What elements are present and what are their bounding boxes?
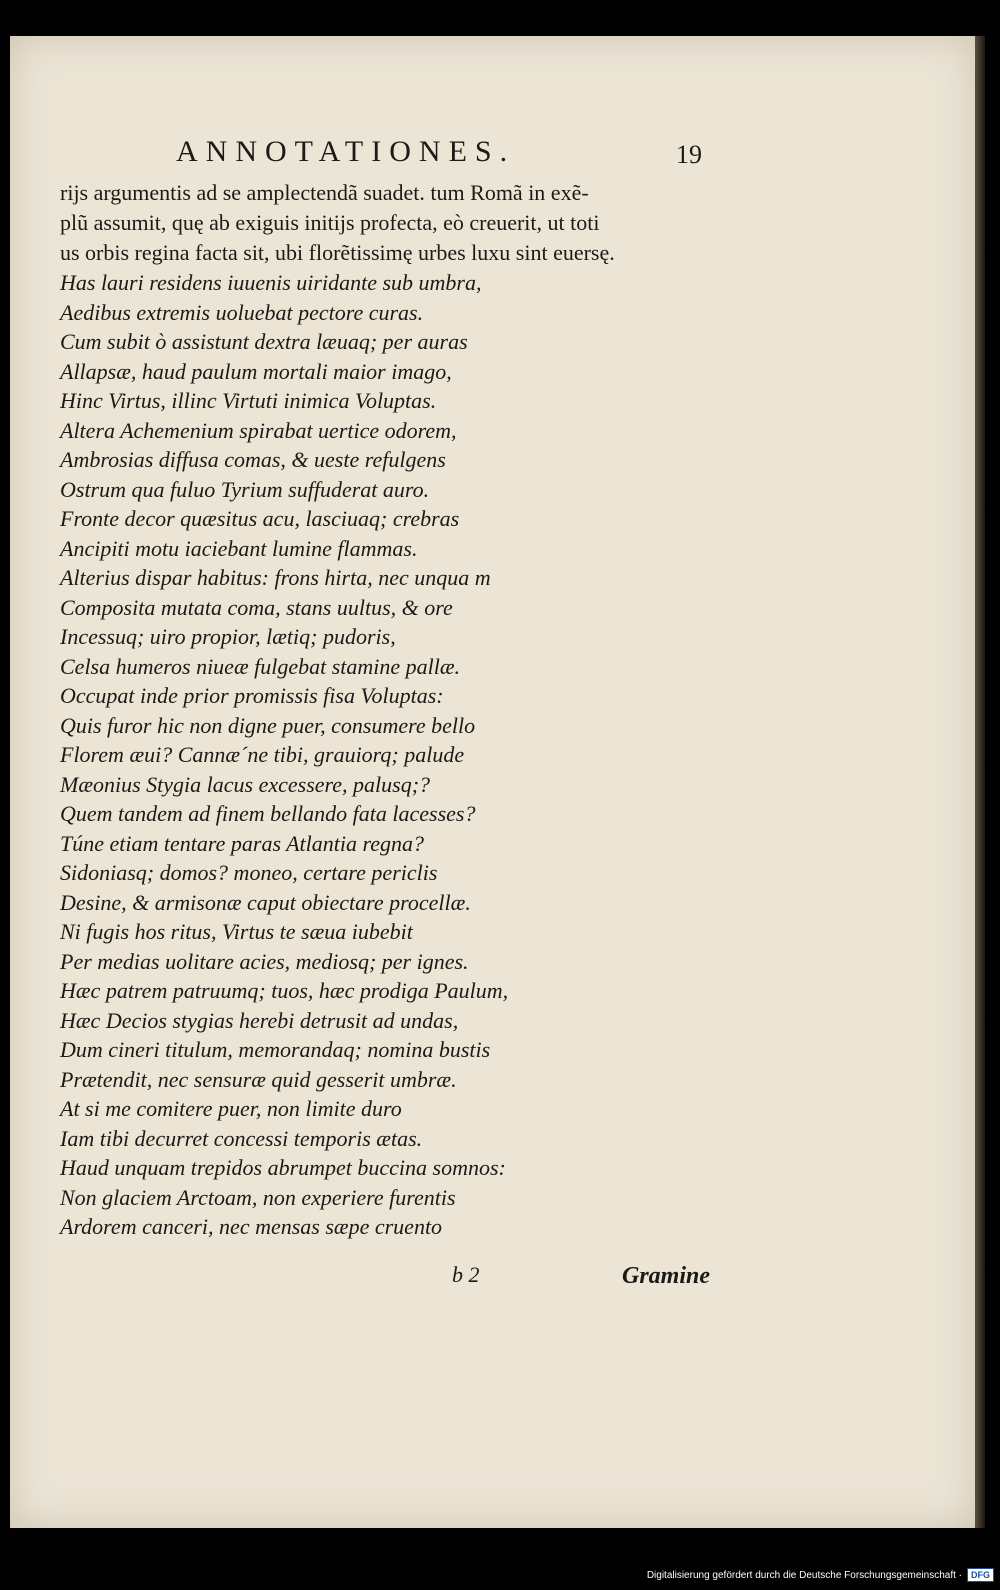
verse-line: Cum subit ò assistunt dextra læuaq; per auras [60,329,468,354]
prose-block [60,178,720,268]
prose-line: plũ assumit, quę ab exiguis initijs profecta, eò creuerit, ut toti [60,210,600,235]
prose-line: us orbis regina facta sit, ubi florẽtissimę urbes luxu sint euersę. [60,240,615,265]
verse-line: Hæc Decios stygias herebi detrusit ad undas, [60,1007,459,1033]
verse-line: Florem æui? Cannæ´ne tibi, grauiorq; palude [60,742,465,767]
running-head: ANNOTATIONES. [176,135,516,168]
verse-line: Ancipiti motu iaciebant lumine flammas. [60,535,418,561]
verse-line: Ambrosias diffusa comas, & ueste refulgens [60,447,446,472]
page-edge-shadow [975,36,985,1528]
verse-line: Quis furor hic non digne puer, consumere bello [60,712,476,738]
verse-line: Altera Achemenium spirabat uertice odorem, [60,417,457,443]
verse-line: Occupat inde prior promissis fisa Voluptas: [60,683,444,708]
verse-line: Hinc Virtus, illinc Virtuti inimica Voluptas. [60,388,437,413]
prose-line: rijs argumentis ad se amplectendã suadet. tum Romã in exẽ- [60,180,589,205]
verse-line: Ardorem canceri, nec mensas sæpe cruento [60,1214,443,1239]
verse-line: Allapsæ, haud paulum mortali maior imago, [60,358,452,384]
dfg-logo-icon[interactable]: DFG [967,1568,994,1582]
verse-line: Non glaciem Arctoam, non experiere furentis [60,1184,456,1210]
verse-line: Dum cineri titulum, memorandaq; nomina bustis [60,1037,491,1062]
verse-line: Incessuq; uiro propior, lætiq; pudoris, [60,624,396,649]
verse-block [60,268,740,1242]
verse-line: Mæonius Stygia lacus excessere, palusq;? [60,771,431,797]
verse-line: Composita mutata coma, stans uultus, & ore [60,594,453,620]
catchword: Gramine [622,1263,711,1289]
verse-line: At si me comitere puer, non limite duro [60,1096,402,1121]
verse-line: Alterius dispar habitus: frons hirta, nec unqua m [60,565,491,590]
verse-line: Hæc patrem patruumq; tuos, hæc prodiga Paulum, [60,978,509,1003]
verse-line: Ni fugis hos ritus, Virtus te sæua iubebit [60,919,413,944]
verse-line: Celsa humeros niueæ fulgebat stamine pallæ. [60,653,461,679]
verse-line: Iam tibi decurret concessi temporis ætas. [60,1125,423,1151]
page-number: 19 [676,140,702,169]
verse-line: Per medias uolitare acies, mediosq; per ignes. [60,948,469,974]
verse-line: Desine, & armisonæ caput obiectare procellæ. [60,889,471,915]
verse-line: Fronte decor quæsitus acu, lasciuaq; crebras [60,506,460,531]
verse-line: Prætendit, nec sensuræ quid gesserit umbræ. [60,1066,457,1092]
verse-line: Haud unquam trepidos abrumpet buccina somnos: [60,1155,506,1180]
verse-line: Sidoniasq; domos? moneo, certare periclis [60,860,438,885]
signature-mark: b 2 [452,1262,480,1287]
verse-line: Aedibus extremis uoluebat pectore curas. [60,299,424,325]
verse-line: Ostrum qua fuluo Tyrium suffuderat auro. [60,476,430,502]
verse-line: Túne etiam tentare paras Atlantia regna? [60,830,424,856]
digitization-credit: Digitalisierung gefördert durch die Deutsche Forschungsgemeinschaft · [646,1570,962,1581]
verse-line: Has lauri residens iuuenis uiridante sub umbra, [60,270,482,295]
verse-line: Quem tandem ad finem bellando fata lacesses? [60,801,476,826]
